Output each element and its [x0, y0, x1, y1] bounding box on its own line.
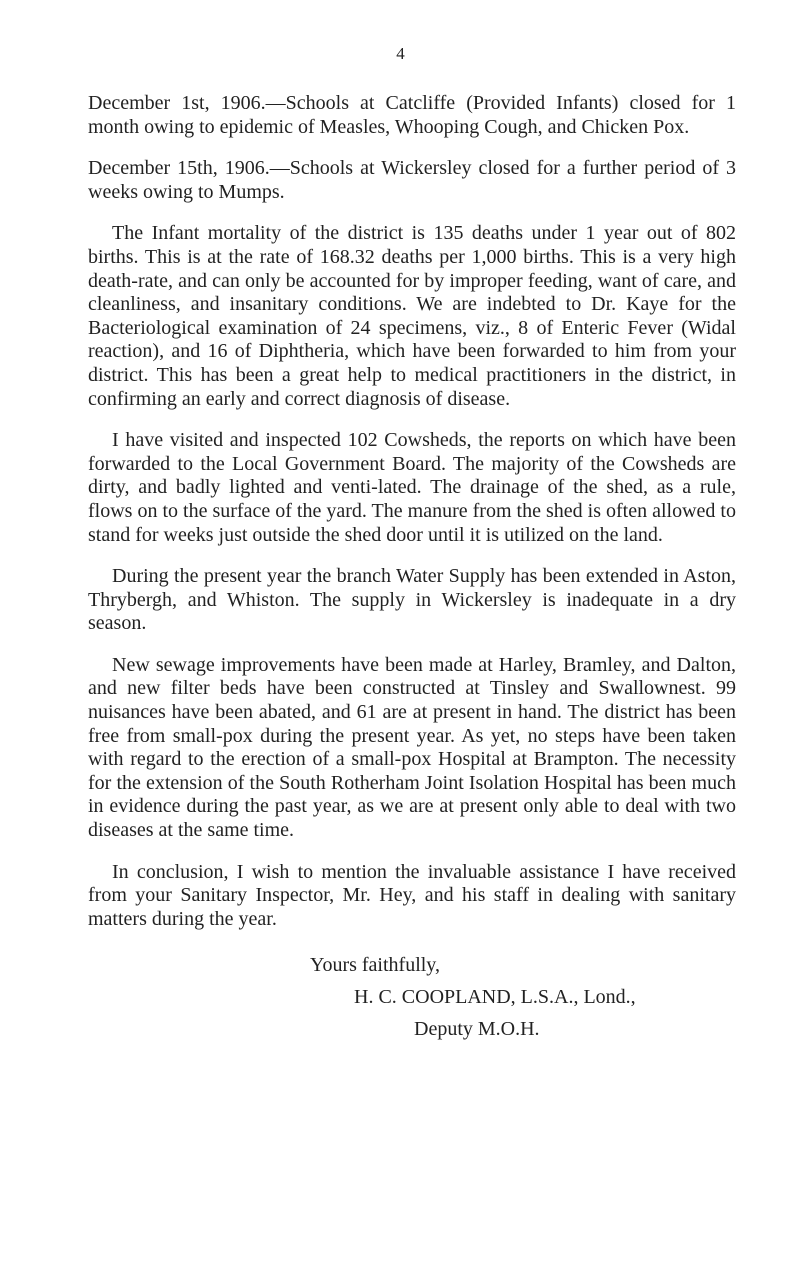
- paragraph-conclusion: In conclusion, I wish to mention the invaluable assistance I have received from your Sanitary Inspector, Mr. Hey, and his staff in dealing with sanitary matters during the year.: [88, 860, 736, 930]
- report-body: [88, 92, 736, 1045]
- paragraph-cowsheds: I have visited and inspected 102 Cowsheds, the reports on which have been forwarded to the Local Government Board. The majority of the Cowsheds are dirty, and badly lighted and venti-lated. The drainage of the shed, as a rule, flows on to the surface of the yard. The manure from the shed is often allowed to stand for weeks just outside the shed door until it is utilized on the land.: [88, 429, 736, 546]
- paragraph-catcliffe-closure: December 1st, 1906.—Schools at Catcliffe (Provided Infants) closed for 1 month owing to epidemic of Measles, Whooping Cough, and Chicken Pox.: [88, 92, 736, 138]
- paragraph-water-supply: During the present year the branch Water Supply has been extended in Aston, Thrybergh, and Whiston. The supply in Wickersley is inadequate in a dry season.: [88, 565, 736, 635]
- signature-name: H. C. COOPLAND, L.S.A., Lond.,: [354, 986, 636, 1009]
- paragraph-wickersley-closure: December 15th, 1906.—Schools at Wickersley closed for a further period of 3 weeks owing to Mumps.: [88, 157, 736, 203]
- closing-salutation: Yours faithfully,: [310, 954, 441, 977]
- signature-title: Deputy M.O.H.: [414, 1018, 540, 1041]
- paragraph-sewage-improvements: New sewage improvements have been made at Harley, Bramley, and Dalton, and new filter beds have been constructed at Tinsley and Swallownest. 99 nuisances have been abated, and 61 are at present in hand. The district has been free from small-pox during the present year. As yet, no steps have been taken with regard to the erection of a small-pox Hospital at Brampton. The necessity for the extension of the South Rotherham Joint Isolation Hospital has been much in evidence during the past year, as we are at present only able to deal with two diseases at the same time.: [88, 653, 736, 842]
- letter-closing: [88, 949, 736, 1045]
- page-number: 4: [396, 44, 405, 63]
- paragraph-infant-mortality: The Infant mortality of the district is 135 deaths under 1 year out of 802 births. This is at the rate of 168.32 deaths per 1,000 births. This is a very high death-rate, and can only be accounted for by improper feeding, want of care, and cleanliness, and insanitary conditions. We are indebted to Dr. Kaye for the Bacteriological examination of 24 specimens, viz., 8 of Enteric Fever (Widal reaction), and 16 of Diphtheria, which have been forwarded to him from your district. This has been a great help to medical practitioners in the district, in confirming an early and correct diagnosis of disease.: [88, 222, 736, 410]
